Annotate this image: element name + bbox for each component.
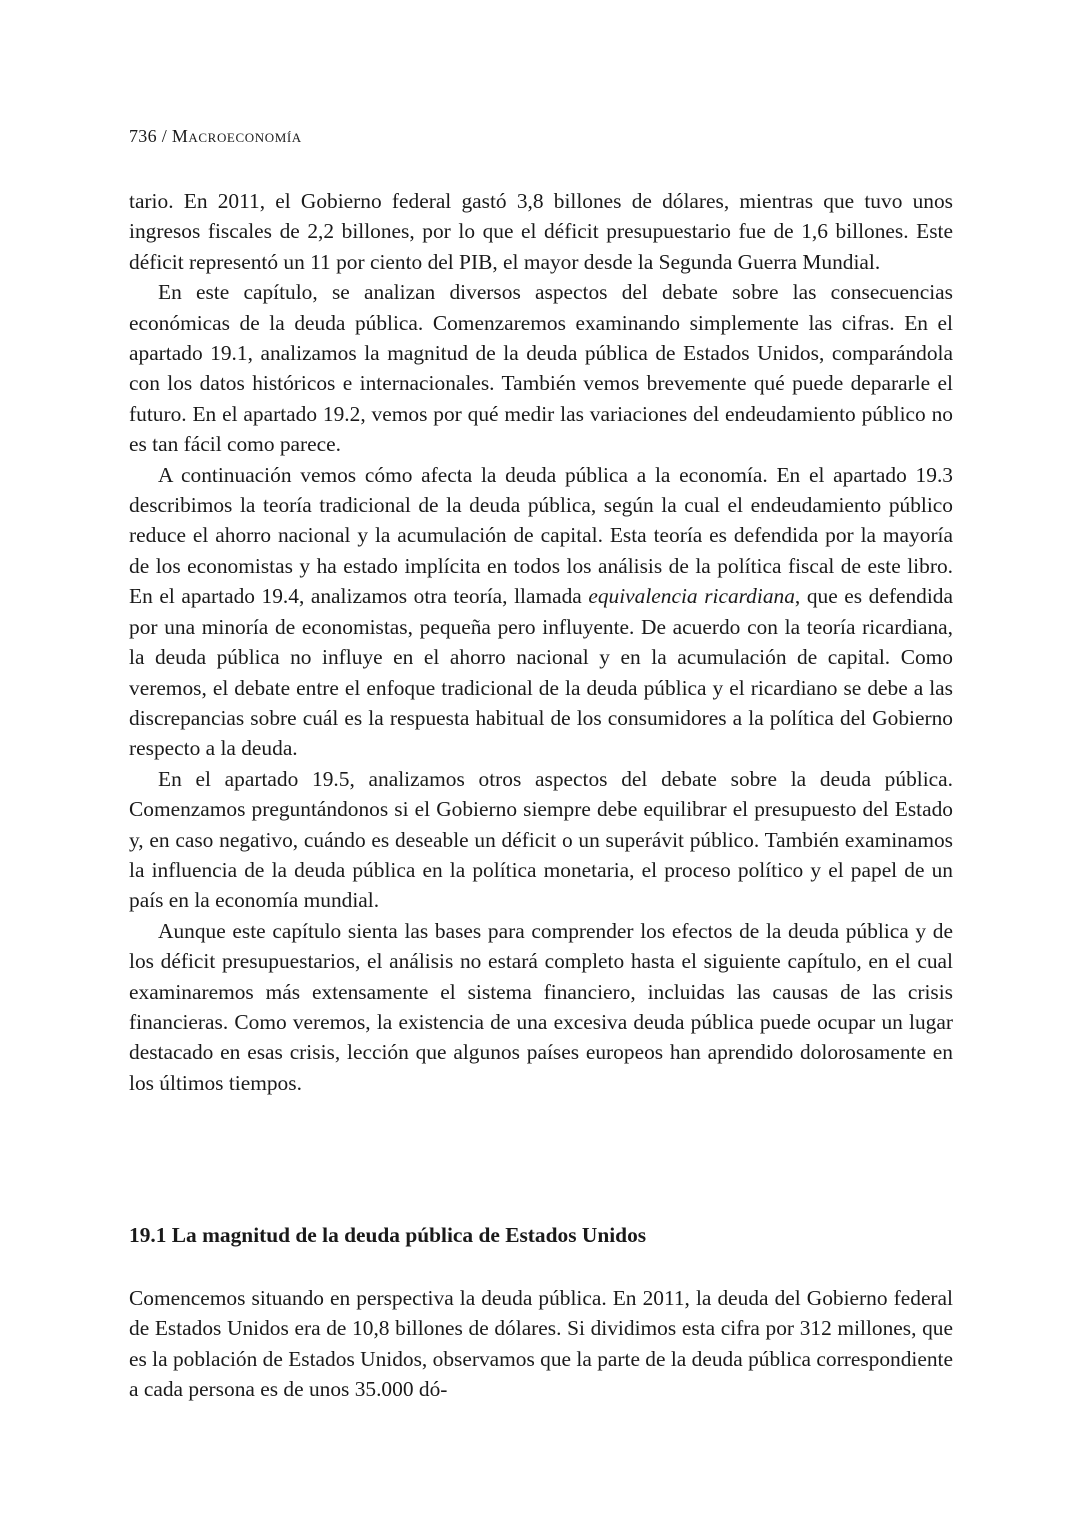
paragraph-text: A continuación vemos cómo afecta la deuda pública a la economía. En el apartado 19.3 describimos la teoría tradicional de la deuda pública, según la cual el endeudamiento público reduce el ahorro nacional y la acumulación de capital. Esta teoría es defendida por la mayoría de los economistas y ha estado implícita en todos los análisis de la política fiscal de este libro. En el apartado 19.4, analizamos otra teoría, llamada [129, 462, 953, 609]
running-head [129, 126, 302, 147]
running-head-separator: / [156, 126, 172, 146]
italic-term: equivalencia ricardiana [588, 584, 795, 609]
section-heading: 19.1 La magnitud de la deuda pública de Estados Unidos [129, 1223, 647, 1247]
paragraph-other-aspects: En el apartado 19.5, analizamos otros aspectos del debate sobre la deuda pública. Comenzamos preguntándonos si el Gobierno siempre debe equilibrar el presupuesto del Estado y, en caso negativo, cuándo es deseable un déficit o un superávit público. También examinamos la influencia de la deuda pública en la política monetaria, el proceso político y el papel de un país en la economía mundial. [129, 766, 953, 913]
section-body [129, 1283, 953, 1405]
body-text [129, 186, 953, 1098]
paragraph-chapter-overview: En este capítulo, se analizan diversos aspectos del debate sobre las consecuencias económicas de la deuda pública. Comenzaremos examinando simplemente las cifras. En el apartado 19.1, analizamos la magnitud de la deuda pública de Estados Unidos, comparándola con los datos históricos e internacionales. También vemos brevemente qué puede depararle el futuro. En el apartado 19.2, vemos por qué medir las variaciones del endeudamiento público no es tan fácil como parece. [129, 280, 953, 457]
page-number: 736 [129, 126, 157, 146]
book-title: Macroeconomía [171, 126, 302, 146]
paragraph-text: , que es defendida por una minoría de economistas, pequeña pero influyente. De acuerdo con la teoría ricardiana, la deuda pública no influye en el ahorro nacional y en la acumulación de capital. Como veremos, el debate entre el enfoque tradicional de la deuda pública y el ricardiano se debe a las discrepancias sobre cuál es la respuesta habitual de los consumidores a la política del Gobierno respecto a la deuda. [129, 584, 953, 761]
paragraph-debt-theories [129, 460, 953, 764]
paragraph-continued: tario. En 2011, el Gobierno federal gastó 3,8 billones de dólares, mientras que tuvo unos ingresos fiscales de 2,2 billones, por lo que el déficit presupuestario fue de 1,6 billones. Este déficit representó un 11 por ciento del PIB, el mayor desde la Segunda Guerra Mundial. [129, 189, 953, 274]
paragraph-next-chapter: Aunque este capítulo sienta las bases para comprender los efectos de la deuda pública y de los déficit presupuestarios, el análisis no estará completo hasta el siguiente capítulo, en el cual examinaremos más extensamente el sistema financiero, incluidas las causas de las crisis financieras. Como veremos, la existencia de una excesiva deuda pública puede ocupar un lugar destacado en esas crisis, lección que algunos países europeos han aprendido dolorosamente en los últimos tiempos. [129, 918, 953, 1095]
section-paragraph: Comencemos situando en perspectiva la deuda pública. En 2011, la deuda del Gobierno federal de Estados Unidos era de 10,8 billones de dólares. Si dividimos esta cifra por 312 millones, que es la población de Estados Unidos, observamos que la parte de la deuda pública correspondiente a cada persona es de unos 35.000 dó- [129, 1286, 953, 1402]
